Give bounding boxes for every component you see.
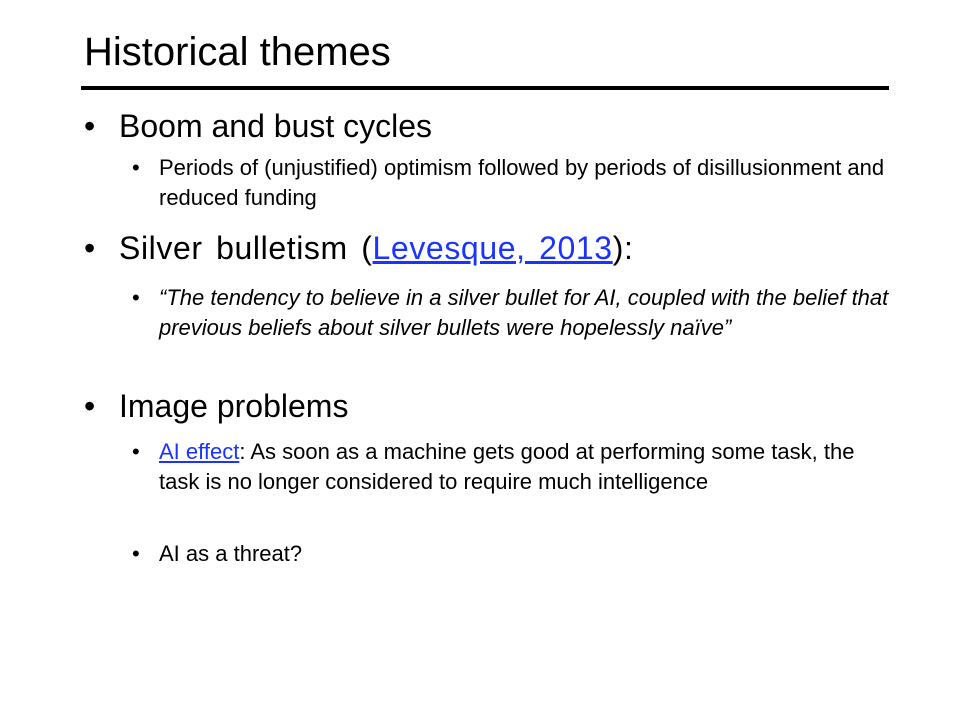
bullet-boom-and-bust xyxy=(84,106,432,146)
subbullet-quote-text: “The tendency to believe in a silver bullet for AI, coupled with the belief that previous beliefs about silver bullets were hopelessly naïve” xyxy=(159,285,889,340)
subbullet-ai-threat xyxy=(132,539,892,569)
bullet-dot: • xyxy=(132,285,140,310)
ai-effect-link[interactable]: AI effect xyxy=(159,439,240,464)
bullet-label-suffix: ): xyxy=(612,230,634,266)
bullet-dot: • xyxy=(84,388,96,424)
bullet-dot: • xyxy=(84,230,96,266)
slide-title: Historical themes xyxy=(84,30,391,74)
subbullet-silver-bullet-quote xyxy=(132,283,892,343)
levesque-2013-link[interactable]: Levesque, 2013 xyxy=(372,230,613,266)
bullet-label: Boom and bust cycles xyxy=(119,108,433,144)
bullet-image-problems xyxy=(84,386,348,426)
subbullet-boom-description xyxy=(132,153,892,213)
bullet-dot: • xyxy=(132,439,140,464)
subbullet-text: AI as a threat? xyxy=(159,541,303,566)
bullet-label: Image problems xyxy=(119,388,349,424)
bullet-dot: • xyxy=(132,541,140,566)
ai-effect-description: : As soon as a machine gets good at performing some task, the task is no longer considered to require much intelligence xyxy=(159,439,855,494)
bullet-dot: • xyxy=(132,155,140,180)
subbullet-ai-effect xyxy=(132,437,892,497)
bullet-dot: • xyxy=(84,108,96,144)
title-underline-rule xyxy=(81,86,889,90)
bullet-silver-bulletism xyxy=(84,228,633,268)
bullet-label-prefix: Silver bulletism ( xyxy=(119,230,373,266)
subbullet-ai-effect-text xyxy=(159,437,894,497)
subbullet-text: Periods of (unjustified) optimism followed by periods of disillusionment and reduced funding xyxy=(159,155,885,210)
